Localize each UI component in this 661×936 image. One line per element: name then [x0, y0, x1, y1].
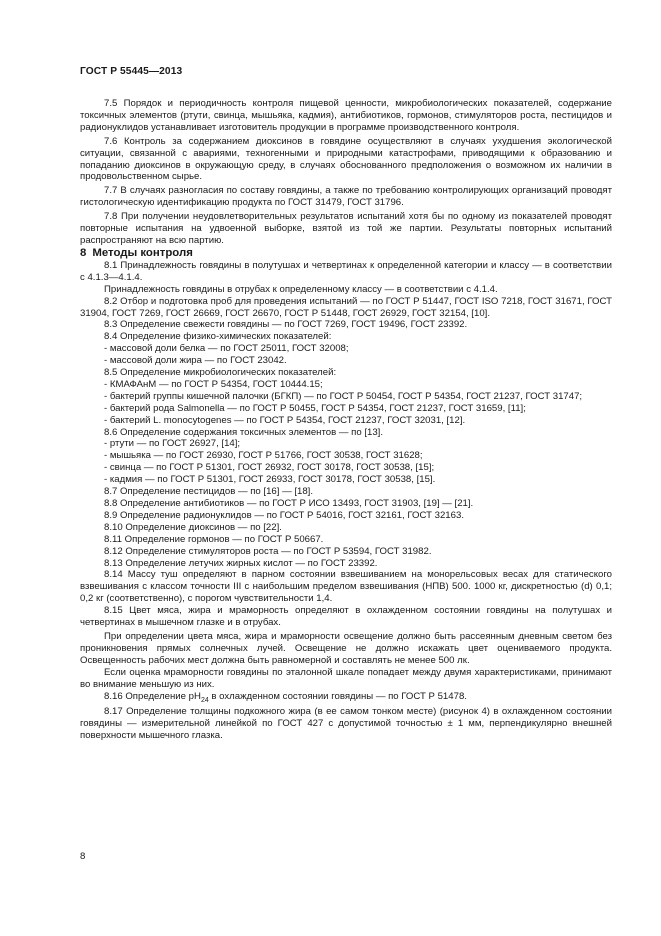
list-item: - бактерий L. monocytogenes — по ГОСТ Р 54354, ГОСТ 21237, ГОСТ 32031, [12].	[104, 414, 466, 426]
section-title: Методы контроля	[92, 246, 193, 259]
ph-line-prefix: 8.16 Определение pH	[104, 690, 201, 702]
list-item: - КМАФАнМ — по ГОСТ Р 54354, ГОСТ 10444.15;	[104, 378, 323, 390]
document-body	[80, 98, 612, 742]
paragraph-8-1: 8.1 Принадлежность говядины в полутушах и четвертинах к определенной категории и классу — в соответствии с 4.1.3—4.1.4.	[80, 259, 612, 283]
paragraph-8-8: 8.8 Определение антибиотиков — по ГОСТ Р ИСО 13493, ГОСТ 31903, [19] — [21].	[104, 498, 474, 509]
list-item: - бактерий рода Salmonella — по ГОСТ Р 50455, ГОСТ Р 54354, ГОСТ 21237, ГОСТ 31659, [11];	[104, 402, 526, 414]
list-item: - свинца — по ГОСТ Р 51301, ГОСТ 26932, ГОСТ 30178, ГОСТ 30538, [15];	[104, 462, 435, 474]
list-item: - ртути — по ГОСТ 26927, [14];	[104, 438, 241, 450]
page-header-standard-code: ГОСТ Р 55445—2013	[80, 66, 183, 77]
paragraph-8-14: 8.14 Массу туш определяют в парном состоянии взвешиванием на монорельсовых весах для статического взвешивания с классом точности III с наибольшим пределом взвешивания (НПВ) 500. 1000 кг, дискретностью (d) 0,1; 0,2 кг (соответственно), с порогом чувствительности 1,4.	[80, 569, 612, 605]
paragraph-7-7: 7.7 В случаях разногласия по составу говядины, а также по требованию контролирующих организаций проводят гистологическую идентификацию продукта по ГОСТ 31479, ГОСТ 31796.	[80, 185, 612, 209]
paragraph-8-15-marbling: Если оценка мраморности говядины по эталонной шкале попадает между двумя характеристиками, принимают во внимание меньшую из них.	[80, 666, 612, 690]
list-item: - бактерий группы кишечной палочки (БГКП) — по ГОСТ Р 50454, ГОСТ Р 54354, ГОСТ 21237, ГОСТ 31747;	[104, 390, 583, 402]
list-item: - массовой доли белка — по ГОСТ 25011, ГОСТ 32008;	[104, 343, 349, 355]
paragraph-8-5: 8.5 Определение микробиологических показателей:	[104, 367, 337, 379]
paragraph-8-2: 8.2 Отбор и подготовка проб для проведения испытаний — по ГОСТ Р 51447, ГОСТ ISO 7218, ГОСТ 31671, ГОСТ 31904, ГОСТ 7269, ГОСТ 26669, ГОСТ 26670, ГОСТ Р 51448, ГОСТ 26929, ГОСТ 32154, [10].	[80, 295, 612, 319]
paragraph-8-4: 8.4 Определение физико-химических показателей:	[104, 331, 332, 343]
list-item: - кадмия — по ГОСТ Р 51301, ГОСТ 26933, ГОСТ 30178, ГОСТ 30538, [15].	[104, 474, 436, 486]
ph-line-suffix: в охлажденном состоянии говядины — по ГОСТ Р 51478.	[208, 690, 467, 702]
paragraph-8-6: 8.6 Определение содержания токсичных элементов — по [13].	[104, 426, 383, 438]
paragraph-7-8: 7.8 При получении неудовлетворительных результатов испытаний хотя бы по одному из показателей проводят повторные испытания на удвоенной выборке, взятой из той же партии. Результаты повторных испытаний распространяют на всю партию.	[80, 211, 612, 246]
paragraph-8-9: 8.9 Определение радионуклидов — по ГОСТ Р 54016, ГОСТ 32161, ГОСТ 32163.	[104, 509, 464, 521]
paragraph-7-6: 7.6 Контроль за содержанием диоксинов в говядине осуществляют в случаях ухудшения экологической ситуации, связанной с авариями, техногенными и природными катастрофами, приводящими к образованию и попаданию диоксинов в окружающую среду, в случаях обоснованного предположения о возможном их наличии в продовольственном сырье.	[80, 135, 612, 183]
paragraph-8-12: 8.12 Определение стимуляторов роста — по ГОСТ Р 53594, ГОСТ 31982.	[104, 545, 432, 557]
paragraph-8-15: 8.15 Цвет мяса, жира и мраморность определяют в охлажденном состоянии говядины на полутушах и четвертинах в мышечном глазке и в отрубах.	[80, 605, 612, 629]
paragraph-8-16	[80, 691, 612, 707]
paragraph-8-3: 8.3 Определение свежести говядины — по ГОСТ 7269, ГОСТ 19496, ГОСТ 23392.	[104, 319, 468, 331]
paragraph-8-15-lighting: При определении цвета мяса, жира и мраморности освещение должно быть рассеянным дневным светом без проникновения прямых солнечных лучей. Освещение не должно искажать цвет оцениваемого продукта. Освещенность рабочих мест должна быть равномерной и составлять не менее 500 лк.	[80, 630, 612, 666]
paragraph-8-11: 8.11 Определение гормонов — по ГОСТ Р 50667.	[104, 533, 324, 545]
list-item: - мышьяка — по ГОСТ 26930, ГОСТ Р 51766, ГОСТ 30538, ГОСТ 31628;	[104, 450, 423, 462]
section-heading	[80, 247, 612, 260]
paragraph-8-1-cuts: Принадлежность говядины в отрубах к определенному классу — в соответствии с 4.1.4.	[104, 283, 498, 295]
paragraph-8-13: 8.13 Определение летучих жирных кислот — по ГОСТ 23392.	[104, 557, 378, 569]
ph-subscript: 24	[200, 696, 209, 704]
paragraph-8-7: 8.7 Определение пестицидов — по [16] — [18].	[104, 486, 314, 498]
paragraph-8-17: 8.17 Определение толщины подкожного жира (в ее самом тонком месте) (рисунок 4) в охлажденном состоянии говядины — измерительной линейкой по ГОСТ 427 с допустимой точностью ± 1 мм, перпендикулярно внешней поверхности мышечного глазка.	[80, 706, 612, 742]
paragraph-7-5: 7.5 Порядок и периодичность контроля пищевой ценности, микробиологических показателей, содержание токсичных элементов (ртути, свинца, мышьяка, кадмия), антибиотиков, гормонов, стимуляторов роста, пестицидов и радионуклидов устанавливает изготовитель продукции в программе производственного контроля.	[80, 98, 612, 133]
section-number: 8	[80, 246, 87, 259]
paragraph-8-10: 8.10 Определение диоксинов — по [22].	[104, 521, 282, 533]
page-number: 8	[80, 851, 86, 862]
list-item: - массовой доли жира — по ГОСТ 23042.	[104, 355, 287, 367]
